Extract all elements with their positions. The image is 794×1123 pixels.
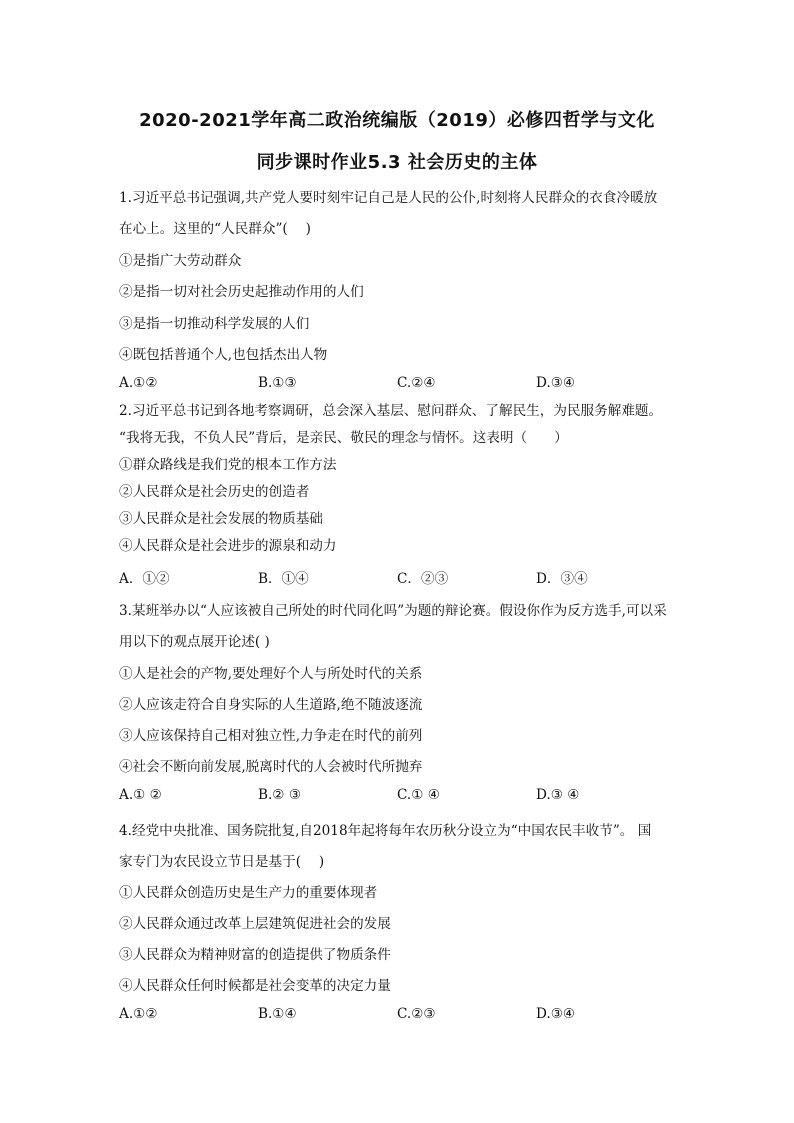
question-4-item-3: ③人民群众为精神财富的创造提供了物质条件 — [119, 947, 391, 963]
question-1-item-3: ③是指一切推动科学发展的人们 — [119, 316, 310, 332]
question-1-option-b[interactable]: B.①③ — [258, 375, 297, 391]
question-2-stem-line-2: “我将无我，不负人民”背后，是亲民、敬民的理念与情怀。这表明（ ） — [119, 430, 568, 446]
question-4-item-1: ①人民群众创造历史是生产力的重要体现者 — [119, 885, 378, 901]
question-3-item-4: ④社会不断向前发展,脱离时代的人会被时代所抛弃 — [119, 759, 423, 775]
page-title: 2020-2021学年高二政治统编版（2019）必修四哲学与文化 — [139, 110, 655, 131]
question-2-item-1: ①群众路线是我们党的根本工作方法 — [119, 457, 337, 473]
page-subtitle: 同步课时作业5.3 社会历史的主体 — [256, 152, 538, 173]
question-4-stem-line-2: 家专门为农民设立节日是基于( ) — [119, 854, 325, 870]
question-3-option-d[interactable]: D.③ ④ — [536, 787, 580, 803]
question-4-stem-line-1: 4.经党中央批准、国务院批复,自2018年起将每年农历秋分设立为“中国农民丰收节”。 国 — [119, 823, 652, 839]
question-4-item-4: ④人民群众任何时候都是社会变革的决定力量 — [119, 978, 391, 994]
question-1-option-d[interactable]: D.③④ — [536, 375, 576, 391]
question-3-stem-line-1: 3.某班举办以“人应该被自己所处的时代同化吗”为题的辩论赛。假设你作为反方选手,可以采 — [119, 603, 667, 619]
question-2-options — [119, 567, 679, 587]
question-1-stem-line-2: 在心上。这里的“人民群众”( ) — [119, 221, 311, 237]
question-1-options — [119, 375, 679, 395]
question-2-item-4: ④人民群众是社会进步的源泉和动力 — [119, 538, 337, 554]
question-2-stem-line-1: 2.习近平总书记到各地考察调研，总会深入基层、慰问群众、了解民生，为民服务解难题。 — [119, 403, 663, 419]
question-2-option-a[interactable]: A．①② — [119, 571, 170, 587]
question-2-option-b[interactable]: B．①④ — [258, 571, 309, 587]
question-4-option-a[interactable]: A.①② — [119, 1006, 158, 1022]
question-2-option-c[interactable]: C．②③ — [397, 571, 449, 587]
question-3-option-c[interactable]: C.① ④ — [397, 787, 440, 803]
question-2-option-d[interactable]: D．③④ — [536, 571, 588, 587]
question-3-options — [119, 787, 679, 807]
question-4-options — [119, 1006, 679, 1026]
question-4-item-2: ②人民群众通过改革上层建筑促进社会的发展 — [119, 916, 391, 932]
question-4-option-b[interactable]: B.①④ — [258, 1006, 297, 1022]
question-1-option-c[interactable]: C.②④ — [397, 375, 436, 391]
question-4-option-c[interactable]: C.②③ — [397, 1006, 436, 1022]
question-3-item-3: ③人应该保持自己相对独立性,力争走在时代的前列 — [119, 728, 423, 744]
question-2-item-3: ③人民群众是社会发展的物质基础 — [119, 511, 323, 527]
question-1-item-1: ①是指广大劳动群众 — [119, 253, 242, 269]
question-3-option-a[interactable]: A.① ② — [119, 787, 162, 803]
question-1-item-2: ②是指一切对社会历史起推动作用的人们 — [119, 284, 364, 300]
question-3-item-2: ②人应该走符合自身实际的人生道路,绝不随波逐流 — [119, 697, 423, 713]
question-1-option-a[interactable]: A.①② — [119, 375, 158, 391]
question-3-option-b[interactable]: B.② ③ — [258, 787, 302, 803]
question-3-item-1: ①人是社会的产物,要处理好个人与所处时代的关系 — [119, 666, 423, 682]
question-2-item-2: ②人民群众是社会历史的创造者 — [119, 484, 310, 500]
question-1-item-4: ④既包括普通个人,也包括杰出人物 — [119, 347, 328, 363]
question-4-option-d[interactable]: D.③④ — [536, 1006, 576, 1022]
question-1-stem-line-1: 1.习近平总书记强调,共产党人要时刻牢记自己是人民的公仆,时刻将人民群众的衣食冷暖放 — [119, 190, 658, 206]
question-3-stem-line-2: 用以下的观点展开论述( ) — [119, 634, 270, 650]
